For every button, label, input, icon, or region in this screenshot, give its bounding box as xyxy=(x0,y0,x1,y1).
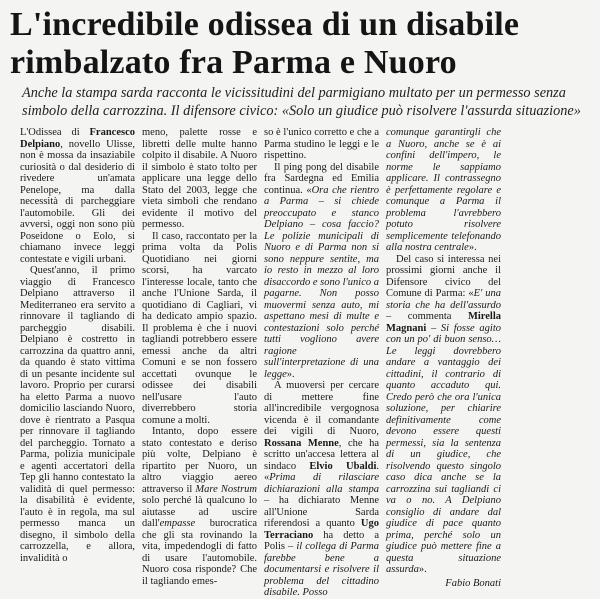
person-name: Ugo Terraciano xyxy=(264,518,379,541)
paragraph: Del caso si interessa nei prossimi giorni anche il Difensore civico del Comune di Parma: «E' una storia che ha dell'assurdo – commenta Mirella Magnani – Si fosse agito con un po' di buon senso… Le leggi dovrebbero andare a vantaggio dei cittadini, il contrario di quanto accaduto qui. Credo però che ora l'unica soluzione, per chiarire definitivamente come devono essere questi permessi, sia la sentenza di un giudice, che risolvendo questo singolo caso dica anche se la carrozzina sui tagliandi ci va o no. A Delpiano consiglio di andare dal giudice di pace quanto prima, perché solo un giudice può mettere fine a questa situazione assurda». xyxy=(386,253,501,575)
headline xyxy=(10,6,592,82)
person-name: Elvio Ubaldi xyxy=(309,460,377,472)
author-signature: Fabio Bonati xyxy=(445,577,501,589)
person-name: Rossana Menne xyxy=(264,437,339,449)
paragraph: Il caso, raccontato per la prima volta da Polis Quotidiano nei giorni scorsi, ha varcato l'interesse locale, tanto che anche l'Unione Sarda, il quotidiano di Cagliari, vi ha dedicato ampio spazio. Il problema è che i nuovi tagliandi potrebbero essere emessi anche da altri Comuni e se non fossero accettati ovunque le odissee dei disabili nell'usare l'auto diverrebbero storia comune a molti. xyxy=(142,230,257,426)
paragraph: so è l'unico corretto e che a Parma studino le leggi e le rispettino. xyxy=(264,127,379,161)
article-column-1 xyxy=(20,127,135,564)
headline-line-1: L'incredibile odissea di un disabile xyxy=(10,6,520,43)
article-column-4 xyxy=(386,127,501,589)
paragraph: comunque garantirgli che a Nuoro, anche se è ai confini dell'impero, le norme le sappiamo applicare. Il contrassegno è perfettamente regolare e comunque a Parma il problema l'avrebbero potuto risolvere semplicemente telefonando alla nostra centrale». xyxy=(386,127,501,253)
paragraph: meno, palette rosse e libretti delle multe hanno colpito il disabile. A Nuoro il simbolo è stato tolto per applicare una legge dello Stato del 2003, legge che vieta simboli che rendano evidente il motivo del permesso. xyxy=(142,127,257,230)
headline-line-2: rimbalzato fra Parma e Nuoro xyxy=(10,44,457,81)
paragraph: L'Odissea di Francesco Delpiano, novello Ulisse, non è mossa da insaziabile curiosità o dal desiderio di rivedere un'amata Penelope, ma dalla necessità di parcheggiare l'automobile. Gli dei avversi, oggi non sono più Poseidone o Eolo, si chiamano invece leggi contestate e vigili urbani. xyxy=(20,127,135,265)
person-name: Mirella Magnani xyxy=(386,311,501,334)
paragraph: Quest'anno, il primo viaggio di Francesco Delpiano attraverso il Mediterraneo era servito a rinnovare il tagliando di parcheggio disabili. Delpiano è costretto in carrozzina da quattro anni, da quando è stato vittima di un pesante incidente sul lavoro. Proprio per curarsi ha eletto Parma a nuovo domicilio lasciando Nuoro, dove è rientrato a Pasqua per rinnovare il tagliando del parcheggio. Tornato a Parma, polizia municipale e agenti accertatori della Tep gli hanno contestato la validità di quel permesso: la disabilità è evidente, l'auto è in regola, ma sul permesso manca un disegno, il simbolo della carrozzella, e allora, invalidità o xyxy=(20,265,135,564)
subheadline: Anche la stampa sarda racconta le vicissitudini del parmigiano multato per un permesso senza simbolo della carrozzina. Il difensore civico: «Solo un giudice può risolvere l'assurda situazione» xyxy=(22,85,581,119)
article-column-3 xyxy=(264,127,380,598)
paragraph: A muoversi per cercare di mettere fine all'incredibile vergognosa vicenda è il comandante dei vigili di Nuoro, Rossana Menne, che ha scritto un'accesa lettera al sindaco Elvio Ubaldi. «Prima di rilasciare dichiarazioni alla stampa – ha dichiarato Menne all'Unione Sarda riferendosi a quanto Ugo Terraciano ha detto a Polis – il collega di Parma farebbe bene a documentarsi e risolvere il problema del cittadino disabile. Posso xyxy=(264,380,380,598)
paragraph: Il ping pong del disabile fra Sardegna ed Emilia continua. «Ora che rientro a Parma – si chiede preoccupato e stanco Delpiano – cosa faccio? Le polizie municipali di Nuoro e di Parma non si sono neppure sentite, ma io resto in mezzo al loro disaccordo e sono l'unico a pagarne. Non posso muovermi senza auto, mi aspettano mesi di multe e contestazioni solo perché tutti vogliono avere ragione sull'interpretazione di una legge». xyxy=(264,161,380,380)
article-column-2 xyxy=(142,127,257,587)
person-name: Francesco Delpiano xyxy=(20,127,135,150)
paragraph: Intanto, dopo essere stato contestato e deriso più volte, Delpiano è ripartito per Nuoro, un altro viaggio aereo attraverso il Mare Nostrum solo perché là qualcuno lo aiutasse ad uscire dall'empasse burocratica che gli sta rovinando la vita, impedendogli di fatto di usare l'automobile. Nuoro cosa risponde? Che il tagliando emes- xyxy=(142,426,257,587)
